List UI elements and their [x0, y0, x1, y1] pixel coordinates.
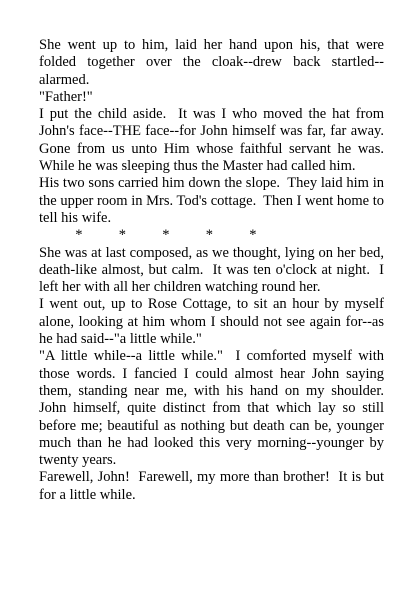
- paragraph-sons-carry: His two sons carried him down the slope. They laid him in the upper room in Mrs. Tod's cottage. Then I went home to tell his wife.: [39, 175, 388, 226]
- paragraph-father-cry: "Father!": [39, 88, 93, 105]
- paragraph-hat-moved: I put the child aside. It was I who moved the hat from John's face--THE face--for John himself was far, far away. Gone from us unto Him whose faithful servant he was. While he was sleeping thus the Master had called him.: [39, 106, 392, 175]
- paragraph-approach: She went up to him, laid her hand upon his, that were folded together over the cloak--drew back startled--alarmed.: [39, 37, 388, 88]
- section-break-asterisks: * * * * *: [39, 227, 257, 244]
- document-page: [39, 37, 392, 504]
- paragraph-rose-cottage: I went out, up to Rose Cottage, to sit an hour by myself alone, looking at him whom I should not see again for--as he had said--"a little while.": [39, 296, 388, 348]
- paragraph-little-while: "A little while--a little while." I comforted myself with those words. I fancied I could almost hear John saying them, standing near me, with his hand on my shoulder. John himself, quite distinct from that which lay so still before me; beautiful as nothing but death can be, younger much than he had looked this very morning--younger by twenty years.: [39, 348, 392, 469]
- paragraph-wife-composed: She was at last composed, as we thought, lying on her bed, death-like almost, but calm. It was ten o'clock at night. I left her with all her children watching round her.: [39, 244, 388, 296]
- paragraph-farewell: Farewell, John! Farewell, my more than brother! It is but for a little while.: [39, 469, 388, 503]
